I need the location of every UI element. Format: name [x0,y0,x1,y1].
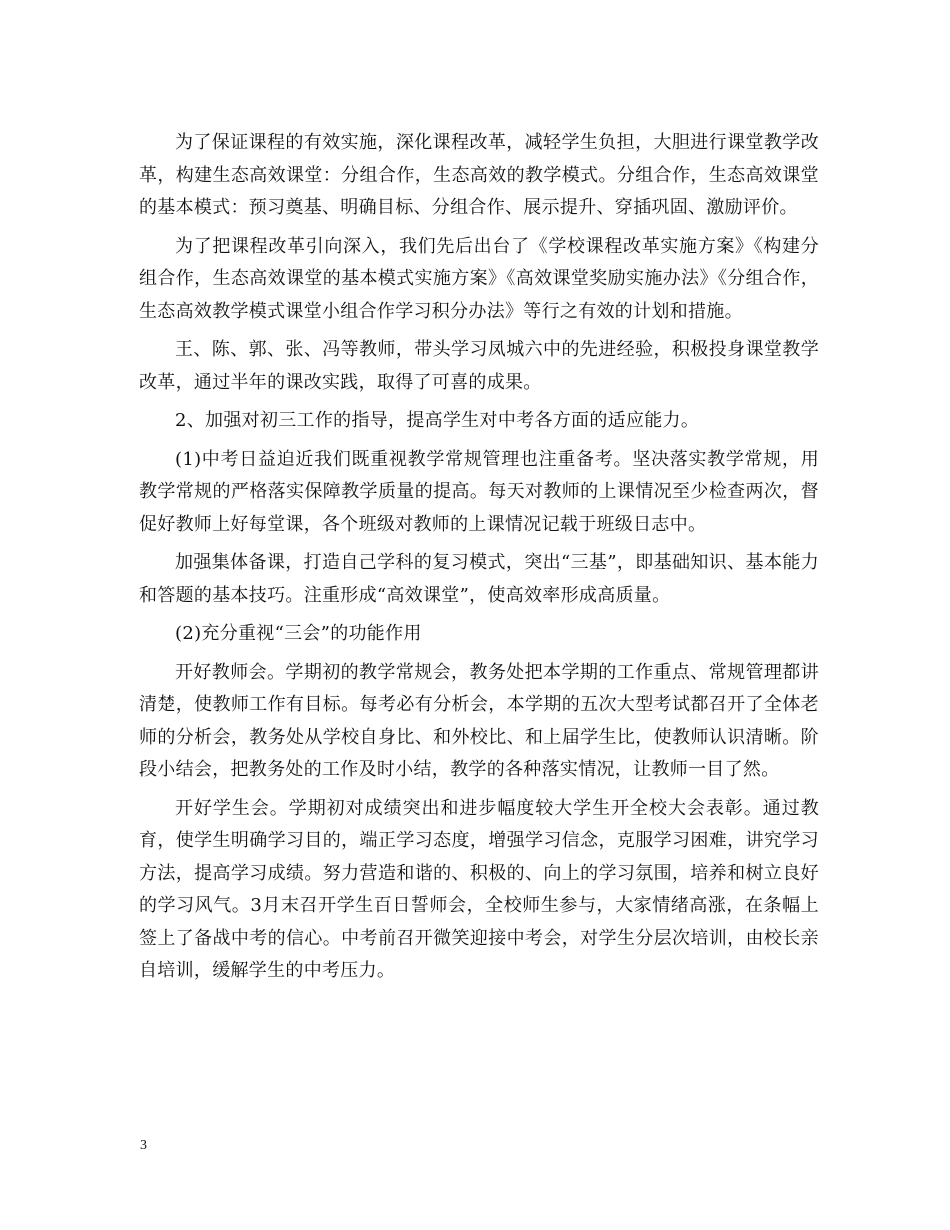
paragraph-teaching-routine: (1)中考日益迫近我们既重视教学常规管理也注重备考。坚决落实教学常规，用教学常规的严格落实保障教学质量的提高。每天对教师的上课情况至少检查两次，督促好教师上好每堂课，各个班级对教师的上课情况记载于班级日志中。 [139,448,819,535]
page-number: 3 [140,1138,147,1153]
paragraph-reform-plans: 为了把课程改革引向深入，我们先后出台了《学校课程改革实施方案》《构建分组合作，生态高效课堂的基本模式实施方案》《高效课堂奖励实施办法》《分组合作，生态高效教学模式课堂小组合作学习积分办法》等行之有效的计划和措施。 [139,235,819,322]
paragraph-collective-lesson-prep: 加强集体备课，打造自己学科的复习模式，突出“三基”，即基础知识、基本能力和答题的基本技巧。注重形成“高效课堂”，使高效率形成高质量。 [139,552,819,606]
paragraph-grade-nine-guidance: 2、加强对初三工作的指导，提高学生对中考各方面的适应能力。 [175,410,700,431]
paragraph-three-meetings: (2)充分重视“三会”的功能作用 [175,623,422,644]
paragraph-student-meetings: 开好学生会。学期初对成绩突出和进步幅度较大学生开全校大会表彰。通过教育，使学生明确学习目的，端正学习态度，增强学习信念，克服学习困难，讲究学习方法，提高学习成绩。努力营造和谐的、积极的、向上的学习氛围，培养和树立良好的学习风气。3月末召开学生百日誓师会，全校师生参与，大家情绪高涨，在条幅上签上了备战中考的信心。中考前召开微笑迎接中考会，对学生分层次培训，由校长亲自培训，缓解学生的中考压力。 [139,797,819,981]
body-text [139,127,819,994]
paragraph-teacher-pilots: 王、陈、郭、张、冯等教师，带头学习凤城六中的先进经验，积极投身课堂教学改革，通过半年的课改实践，取得了可喜的成果。 [139,339,819,393]
paragraph-curriculum-reform: 为了保证课程的有效实施，深化课程改革，减轻学生负担，大胆进行课堂教学改革，构建生态高效课堂：分组合作，生态高效的教学模式。分组合作，生态高效课堂的基本模式：预习奠基、明确目标、分组合作、展示提升、穿插巩固、激励评价。 [139,132,819,218]
paragraph-teacher-meetings: 开好教师会。学期初的教学常规会，教务处把本学期的工作重点、常规管理都讲清楚，使教师工作有目标。每考必有分析会，本学期的五次大型考试都召开了全体老师的分析会，教务处从学校自身比、和外校比、和上届学生比，使教师认识清晰。阶段小结会，把教务处的工作及时小结，教学的各种落实情况，让教师一目了然。 [139,661,819,780]
